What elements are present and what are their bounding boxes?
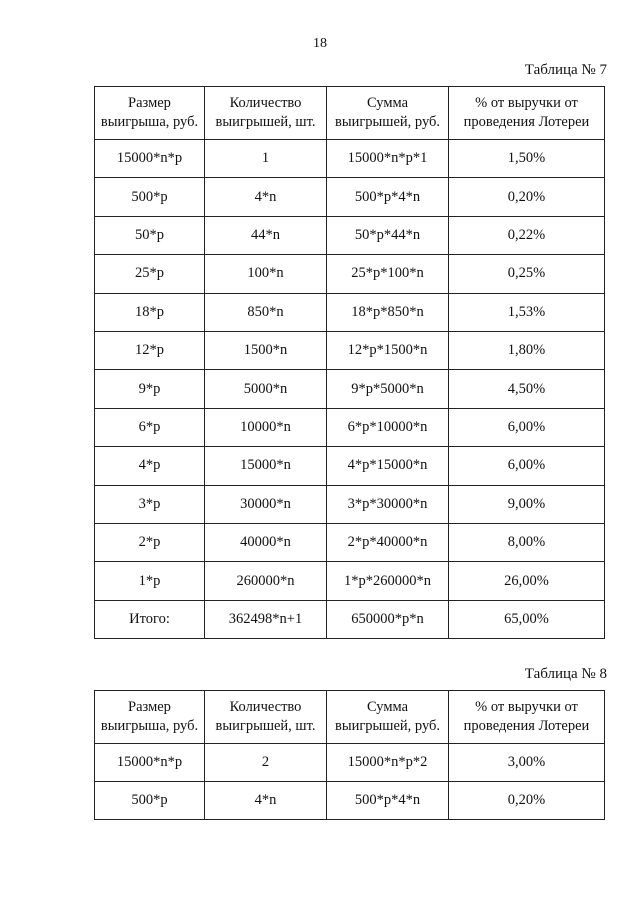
cell-prize-sum: 3*p*30000*n [327, 485, 449, 523]
cell-prize-size: 4*p [95, 447, 205, 485]
cell-prize-count: 15000*n [205, 447, 327, 485]
cell-revenue-percent: 0,20% [449, 178, 605, 216]
cell-prize-sum: 1*p*260000*n [327, 562, 449, 600]
cell-prize-count: 2 [205, 744, 327, 782]
cell-prize-count: 10000*n [205, 408, 327, 446]
cell-revenue-percent: 26,00% [449, 562, 605, 600]
cell-revenue-percent: 1,80% [449, 331, 605, 369]
header-revenue-percent: % от выручки от проведения Лотереи [449, 691, 605, 744]
cell-prize-sum: 15000*n*p*2 [327, 744, 449, 782]
table-row [95, 600, 605, 638]
cell-revenue-percent: 0,22% [449, 216, 605, 254]
cell-prize-size: 9*p [95, 370, 205, 408]
table-row [95, 523, 605, 561]
cell-revenue-percent: 1,50% [449, 140, 605, 178]
header-prize-sum: Сумма выигрышей, руб. [327, 87, 449, 140]
cell-revenue-percent: 0,25% [449, 255, 605, 293]
cell-prize-count: 1 [205, 140, 327, 178]
cell-prize-sum: 50*p*44*n [327, 216, 449, 254]
cell-prize-size: 1*p [95, 562, 205, 600]
table-header-row [95, 691, 605, 744]
table-row [95, 293, 605, 331]
cell-prize-sum: 18*p*850*n [327, 293, 449, 331]
cell-prize-sum: 9*p*5000*n [327, 370, 449, 408]
cell-prize-size: 18*p [95, 293, 205, 331]
cell-prize-size: 2*p [95, 523, 205, 561]
table-7 [94, 86, 605, 639]
cell-prize-sum: 12*p*1500*n [327, 331, 449, 369]
cell-prize-count: 1500*n [205, 331, 327, 369]
table-row [95, 370, 605, 408]
header-prize-size: Размер выигрыша, руб. [95, 691, 205, 744]
header-revenue-percent: % от выручки от проведения Лотереи [449, 87, 605, 140]
table-row [95, 447, 605, 485]
cell-prize-sum: 25*p*100*n [327, 255, 449, 293]
cell-revenue-percent: 3,00% [449, 744, 605, 782]
table-row [95, 216, 605, 254]
cell-prize-count: 850*n [205, 293, 327, 331]
cell-prize-count: 30000*n [205, 485, 327, 523]
cell-prize-sum: 650000*p*n [327, 600, 449, 638]
table-8 [94, 690, 605, 820]
cell-prize-size: 15000*n*p [95, 744, 205, 782]
cell-prize-count: 260000*n [205, 562, 327, 600]
cell-prize-size: 12*p [95, 331, 205, 369]
cell-revenue-percent: 0,20% [449, 782, 605, 820]
table-row [95, 782, 605, 820]
table-row [95, 140, 605, 178]
cell-prize-size: 25*p [95, 255, 205, 293]
cell-prize-size: 15000*n*p [95, 140, 205, 178]
cell-prize-count: 100*n [205, 255, 327, 293]
cell-revenue-percent: 9,00% [449, 485, 605, 523]
cell-revenue-percent: 6,00% [449, 408, 605, 446]
table-row [95, 331, 605, 369]
cell-prize-size: Итого: [95, 600, 205, 638]
cell-prize-count: 4*n [205, 178, 327, 216]
header-prize-size: Размер выигрыша, руб. [95, 87, 205, 140]
table-8-caption: Таблица № 8 [524, 666, 607, 682]
cell-prize-sum: 6*p*10000*n [327, 408, 449, 446]
cell-prize-sum: 500*p*4*n [327, 178, 449, 216]
table-row [95, 485, 605, 523]
cell-revenue-percent: 1,53% [449, 293, 605, 331]
cell-revenue-percent: 6,00% [449, 447, 605, 485]
cell-prize-size: 6*p [95, 408, 205, 446]
table-7-caption: Таблица № 7 [524, 62, 607, 78]
cell-prize-count: 5000*n [205, 370, 327, 408]
header-prize-count: Количество выигрышей, шт. [205, 87, 327, 140]
cell-prize-size: 500*p [95, 178, 205, 216]
cell-revenue-percent: 4,50% [449, 370, 605, 408]
cell-prize-sum: 4*p*15000*n [327, 447, 449, 485]
cell-prize-sum: 2*p*40000*n [327, 523, 449, 561]
table-header-row [95, 87, 605, 140]
cell-revenue-percent: 65,00% [449, 600, 605, 638]
cell-prize-size: 3*p [95, 485, 205, 523]
cell-prize-sum: 15000*n*p*1 [327, 140, 449, 178]
table-row [95, 408, 605, 446]
table-row [95, 255, 605, 293]
cell-prize-count: 40000*n [205, 523, 327, 561]
cell-prize-sum: 500*p*4*n [327, 782, 449, 820]
table-row [95, 562, 605, 600]
table-row [95, 744, 605, 782]
table-row [95, 178, 605, 216]
header-prize-sum: Сумма выигрышей, руб. [327, 691, 449, 744]
cell-prize-count: 362498*n+1 [205, 600, 327, 638]
cell-prize-size: 50*p [95, 216, 205, 254]
header-prize-count: Количество выигрышей, шт. [205, 691, 327, 744]
page-number: 18 [313, 36, 327, 51]
cell-prize-count: 4*n [205, 782, 327, 820]
cell-revenue-percent: 8,00% [449, 523, 605, 561]
cell-prize-size: 500*p [95, 782, 205, 820]
cell-prize-count: 44*n [205, 216, 327, 254]
